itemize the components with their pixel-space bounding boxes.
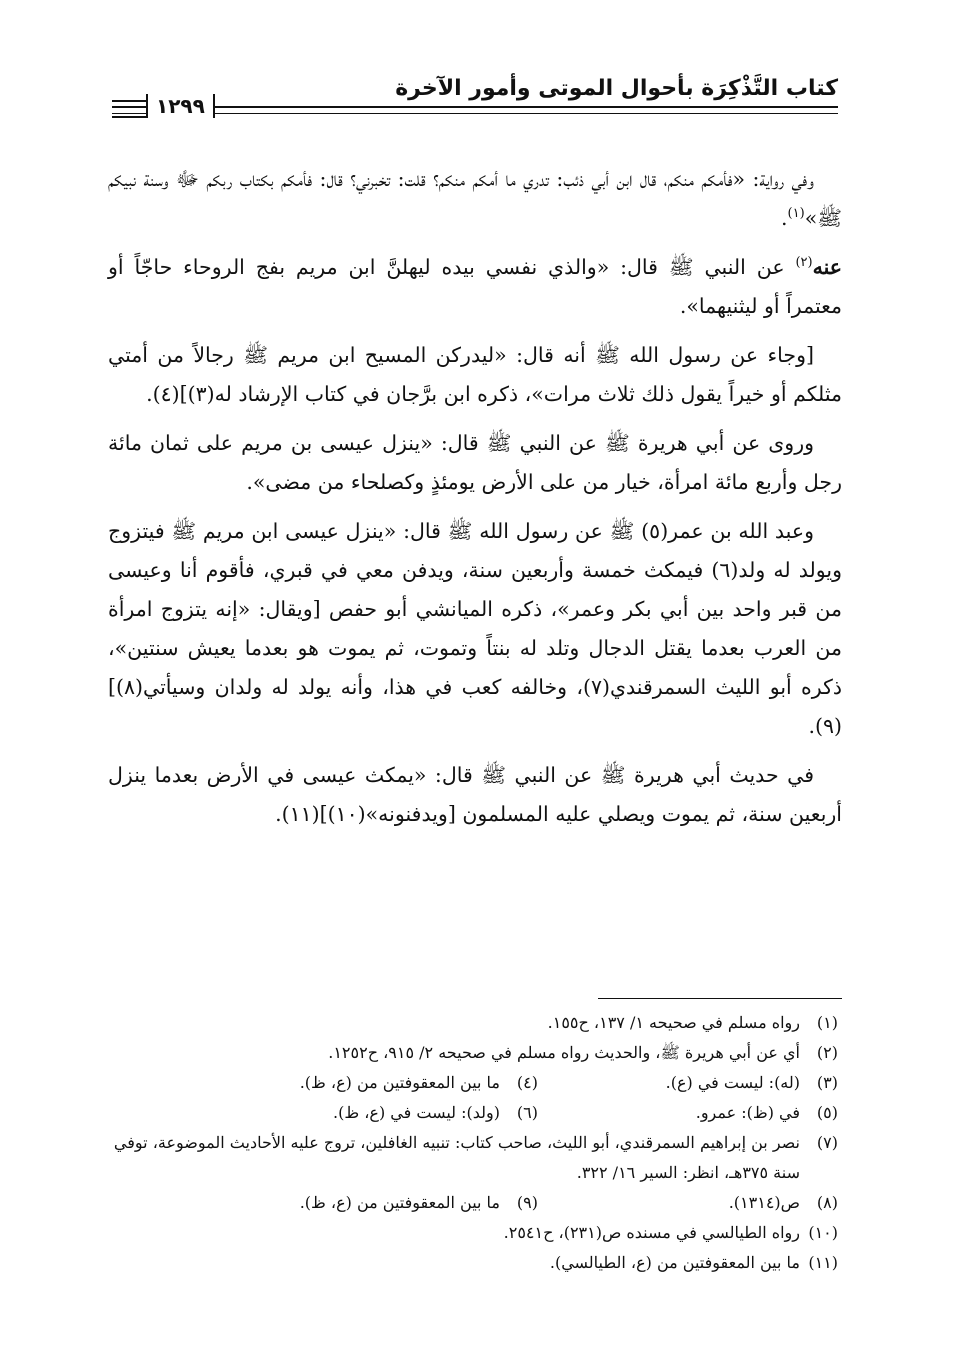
paragraph-text: وعبد الله بن عمر(٥) ﷺ عن رسول الله ﷺ قال: «ينزل عيسى ابن مريم ﷺ فيتزوج ويولد له ولد(٦) فيمكث خمسة وأربعين سنة، ويدفن معي في قبري، فأقوم أنا وعيسى من قبر واحد بين أبي بكر وعمر»، ذكره الميانشي أبو حفص [ويقال: «إنه يتزوج امرأة من العرب بعدما يقتل الدجال وتلد له بنتاً وتموت، ثم يموت هو بعدما يعيش سنتين»، ذكره أبو الليث السمرقندي(٧)، وخالفه كعب في هذا، وأنه يولد له ولدان وسيأتي(٨)](٩).	[108, 519, 842, 738]
footnote-10	[108, 1218, 838, 1248]
footnote-text: (ولد): ليست في (ع، ظ).	[333, 1103, 500, 1122]
page-number: ١٢٩٩	[146, 94, 215, 118]
footnote-separator	[598, 998, 842, 999]
footnote-6	[238, 1098, 538, 1128]
paragraph-text: [وجاء عن رسول الله ﷺ أنه قال: «ليدركن المسيح ابن مريم ﷺ رجالاً من أمتي مثلكم أو خيراً يقول ذلك ثلاث مرات»، ذكره ابن برَّجان في كتاب الإرشاد له(٣)](٤).	[108, 343, 842, 406]
paragraph-text: عن النبي ﷺ قال: «والذي نفسي بيده ليهلنَّ ابن مريم بفج الروحاء حاجّاً أو معتمراً أو ليثنيهما».	[108, 255, 842, 318]
footnote-text: (له): ليست في (ع).	[665, 1073, 800, 1092]
footnote-number: (٢)	[816, 1043, 838, 1062]
footnote-number: (١١)	[808, 1253, 838, 1272]
footnote-number: (٣)	[816, 1073, 838, 1092]
footnote-8	[538, 1188, 838, 1218]
paragraph-5	[108, 512, 842, 746]
footnote-text: ما بين المعقوفتين من (ع، الطيالسي).	[549, 1253, 800, 1272]
footnote-3	[538, 1068, 838, 1098]
footnote-text: ما بين المعقوفتين من (ع، ظ).	[299, 1193, 500, 1212]
footnote-number: (١)	[816, 1013, 838, 1032]
footnote-number: (٤)	[516, 1073, 538, 1092]
footnote-text: نصر بن إبراهيم السمرقندي، أبو الليث، صاحب كتاب: تنبيه الغافلين، تروج عليه الأحاديث الموضوعة، توفي سنة ٣٧٥هـ، انظر: السير ١٦/ ٣٢٢.	[113, 1133, 800, 1182]
footnote-number: (٧)	[816, 1133, 838, 1152]
footnote-text: ص(١٣١٤).	[728, 1193, 800, 1212]
page-header	[112, 72, 838, 122]
footnote-number: (١٠)	[808, 1223, 838, 1242]
footnote-7	[108, 1128, 838, 1188]
footnote-text: أي عن أبي هريرة ﷺ، والحديث رواه مسلم في صحيحه ٢/ ٩١٥، ح١٢٥٢.	[328, 1043, 800, 1062]
footnote-text: في (ظ): عمرو.	[695, 1103, 800, 1122]
footnote-row-3-4	[108, 1068, 838, 1098]
footnote-9	[238, 1188, 538, 1218]
footnote-ref: (١)	[787, 206, 805, 222]
paragraph-text: في حديث أبي هريرة ﷺ عن النبي ﷺ قال: «يمكث عيسى في الأرض بعدما ينزل أربعين سنة، ثم يموت ويصلي عليه المسلمون [ويدفنونه»(١٠)](١١).	[108, 763, 842, 826]
footnote-text: رواه الطيالسي في مسنده ص(٢٣١)، ح٢٥٤١.	[503, 1223, 800, 1242]
main-text	[108, 160, 842, 844]
footnotes	[108, 1008, 838, 1278]
paragraph-3	[108, 336, 842, 414]
footnote-number: (٦)	[516, 1103, 538, 1122]
footnote-11	[108, 1248, 838, 1278]
paragraph-tail: .	[781, 206, 788, 230]
footnote-number: (٩)	[516, 1193, 538, 1212]
paragraph-4	[108, 424, 842, 502]
footnote-ref: (٢)	[795, 255, 813, 271]
footnote-5	[538, 1098, 838, 1128]
paragraph-text: وروى عن أبي هريرة ﷺ عن النبي ﷺ قال: «ينزل عيسى بن مريم على ثمان مائة رجل وأربع مائة امرأة، خيار من على الأرض يومئذٍ وكصلحاء من مضى».	[108, 431, 842, 494]
page-number-frame	[112, 100, 146, 118]
footnote-text: ما بين المعقوفتين من (ع، ظ).	[299, 1073, 500, 1092]
footnote-text: رواه مسلم في صحيحه ١/ ١٣٧، ح١٥٥.	[547, 1013, 800, 1032]
paragraph-lead: عنه	[812, 255, 842, 279]
paragraph-2	[108, 248, 842, 326]
footnote-number: (٥)	[816, 1103, 838, 1122]
header-rule	[112, 106, 838, 114]
footnote-row-5-6	[108, 1098, 838, 1128]
paragraph-1	[108, 160, 842, 238]
footnote-4	[238, 1068, 538, 1098]
footnote-2	[108, 1038, 838, 1068]
paragraph-6	[108, 756, 842, 834]
footnote-1	[108, 1008, 838, 1038]
footnote-row-8-9	[108, 1188, 838, 1218]
footnote-number: (٨)	[816, 1193, 838, 1212]
book-title: كتاب التَّذْكِرَة بأحوال الموتى وأمور الآخرة	[395, 76, 838, 101]
paragraph-text: وفي رواية: «فأمكم منكم، قال ابن أبي ذئب: تدري ما أمكم منكم؟ قلت: تخبرني؟ قال: فأمكم بكتاب ربكم ﷻ وسنة نبيكم ﷺ»	[108, 167, 842, 230]
